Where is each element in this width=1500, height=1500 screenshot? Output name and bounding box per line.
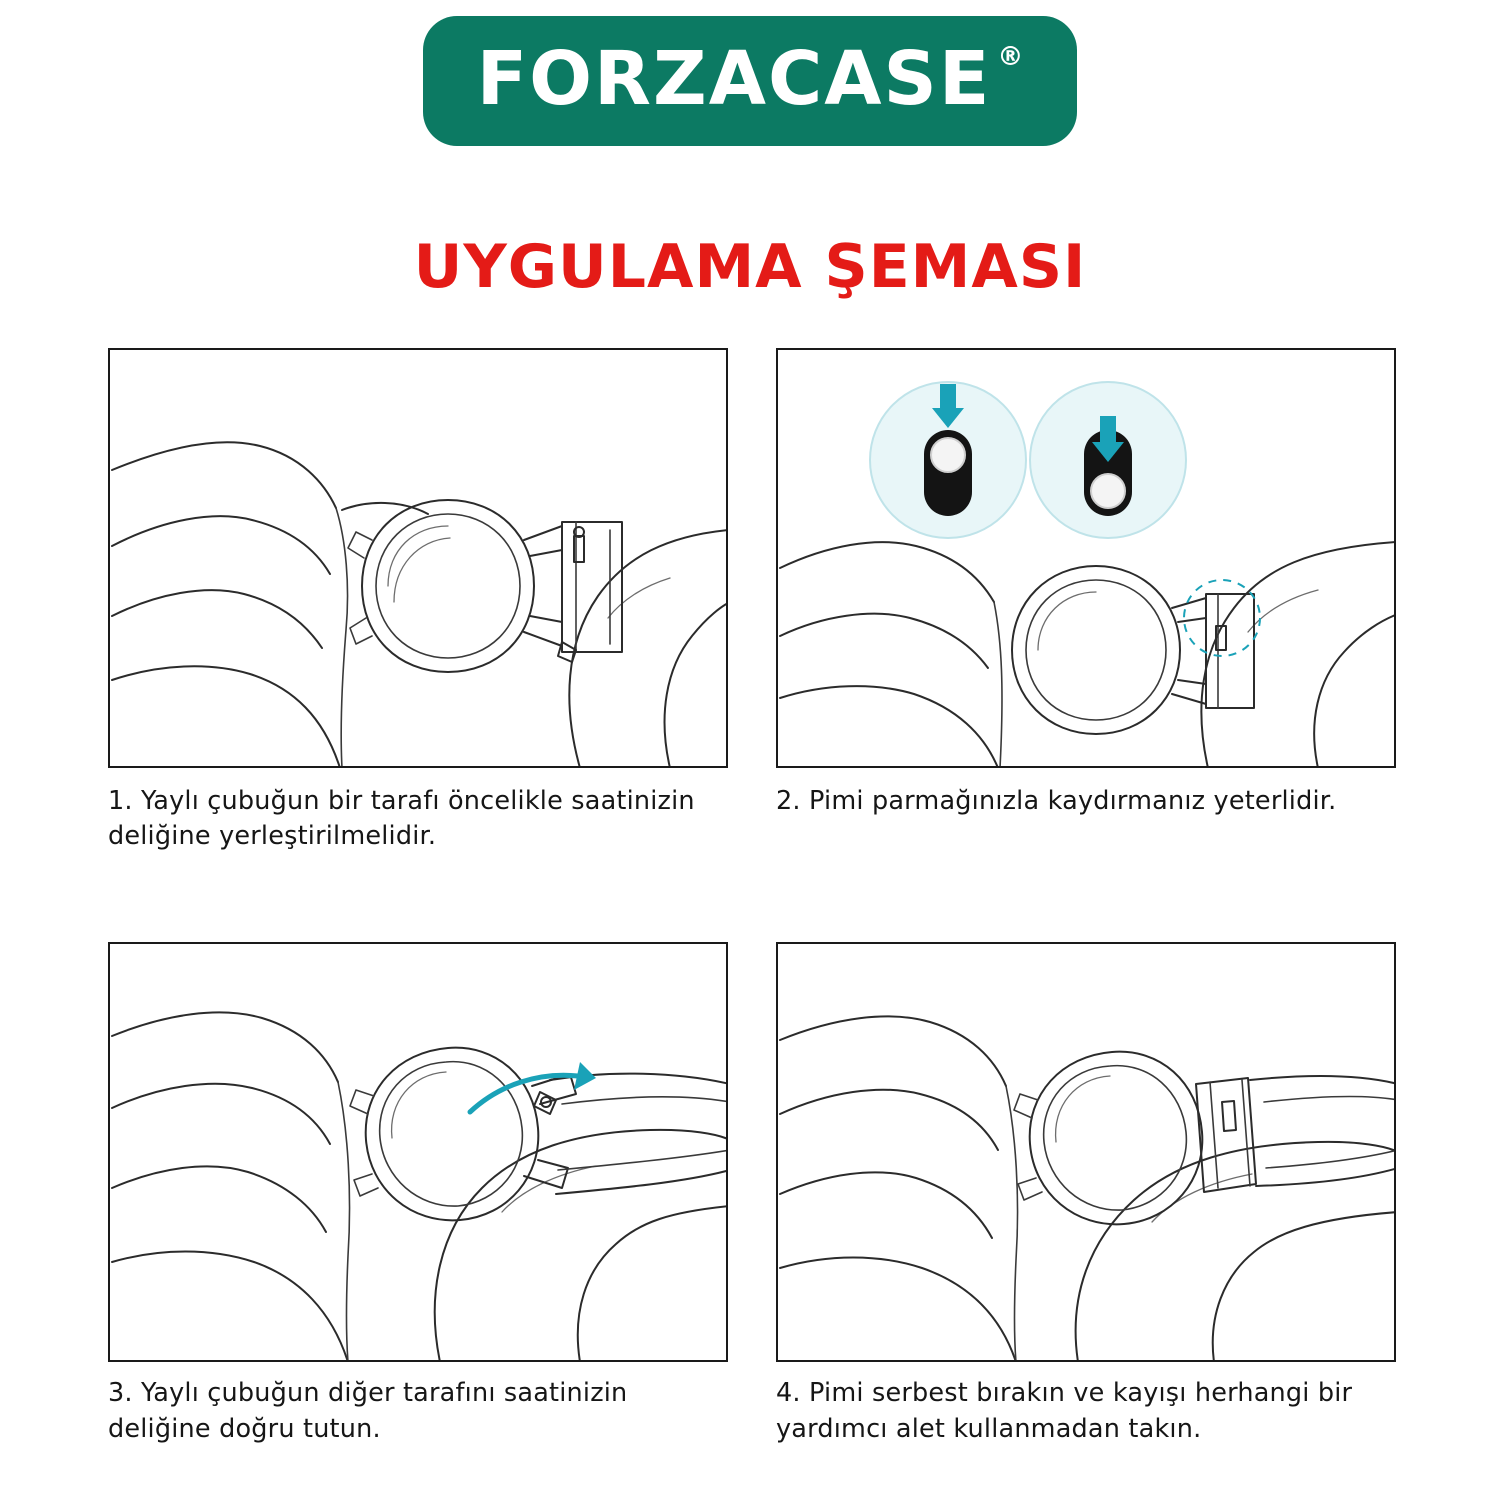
step-3 — [108, 942, 730, 1446]
brand-header — [0, 16, 1500, 146]
hand-holding-watch-illustration — [110, 350, 728, 768]
step-3-illustration — [108, 942, 728, 1362]
registered-trademark-icon: ® — [997, 42, 1024, 72]
brand-name: FORZACASE — [476, 36, 992, 122]
step-4 — [776, 942, 1398, 1446]
step-1 — [108, 348, 730, 854]
pin-detail-callouts — [870, 382, 1186, 538]
step-1-illustration — [108, 348, 728, 768]
aligning-spring-bar-illustration — [110, 944, 728, 1362]
brand-badge — [423, 16, 1078, 146]
steps-grid — [108, 348, 1398, 1447]
step-4-caption: 4. Pimi serbest bırakın ve kayışı herhangi bir yardımcı alet kullanmadan takın. — [776, 1378, 1353, 1444]
step-3-caption: 3. Yaylı çubuğun diğer tarafını saatinizin deliğine doğru tutun. — [108, 1378, 628, 1444]
rotation-arrow — [470, 1076, 578, 1113]
step-1-caption: 1. Yaylı çubuğun bir tarafı öncelikle saatinizin deliğine yerleştirilmelidir. — [108, 786, 695, 852]
step-2-illustration — [776, 348, 1396, 768]
page-title: UYGULAMA ŞEMASI — [413, 232, 1087, 302]
strap-attached-illustration — [778, 944, 1396, 1362]
finger-sliding-pin-illustration — [778, 350, 1396, 768]
step-4-illustration — [776, 942, 1396, 1362]
step-2-caption: 2. Pimi parmağınızla kaydırmanız yeterlidir. — [776, 786, 1337, 816]
step-2 — [776, 348, 1398, 854]
